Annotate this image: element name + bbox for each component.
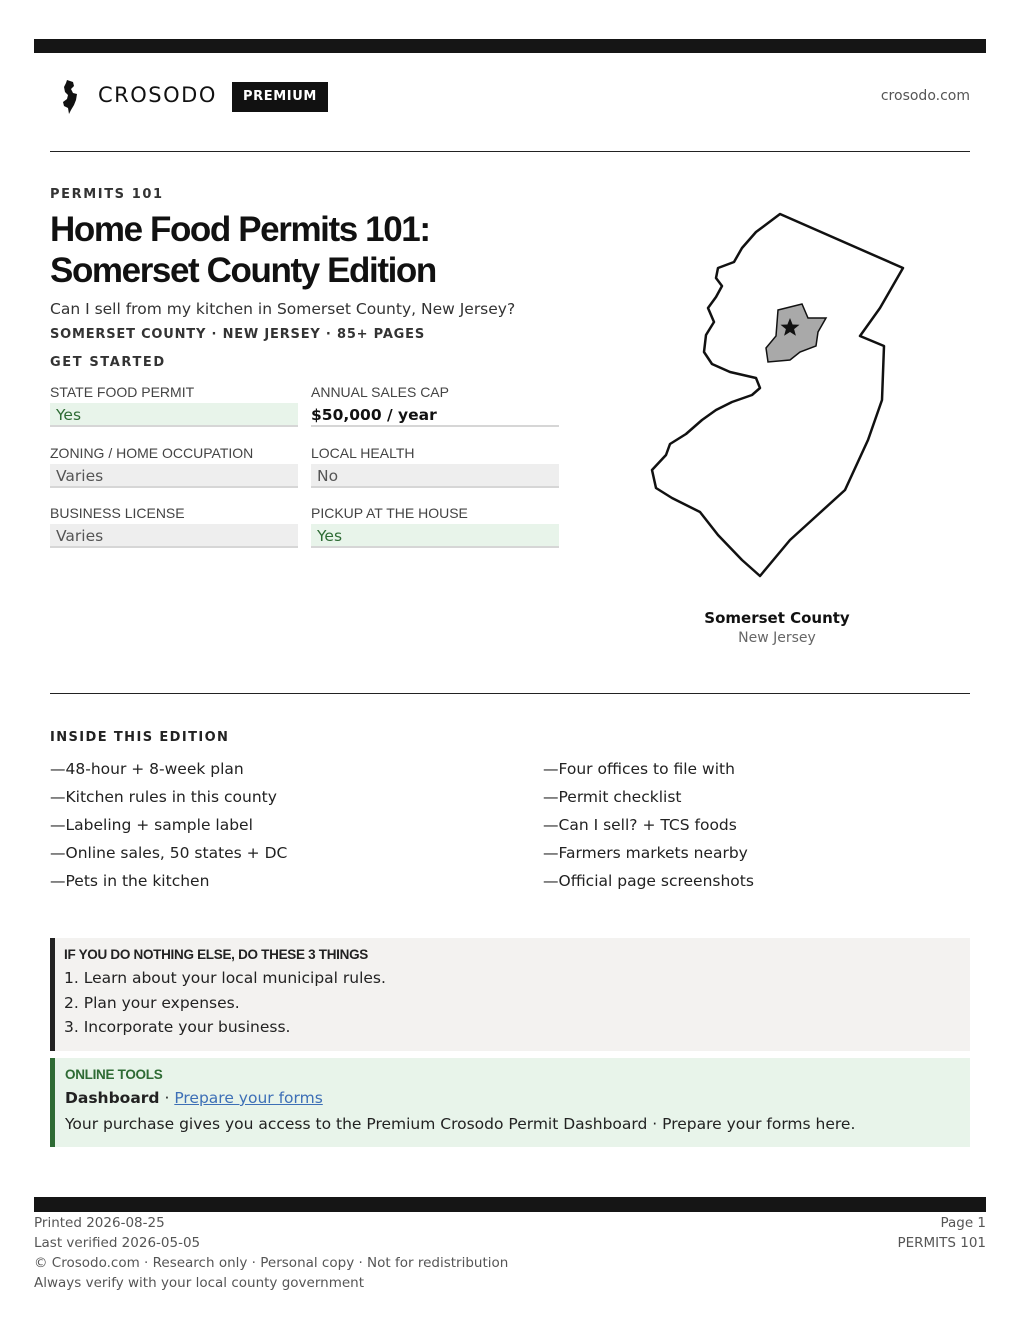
prepare-forms-link[interactable]: Prepare your forms — [174, 1089, 323, 1107]
new-jersey-silhouette-icon — [62, 80, 78, 114]
tools-link-line — [65, 1088, 970, 1114]
list-item: —Labeling + sample label — [50, 816, 253, 834]
online-tools-box — [50, 1058, 970, 1147]
permit-cell-value: $50,000 / year — [311, 403, 559, 427]
map-county-name: Somerset County — [704, 609, 850, 627]
footer-right — [897, 1213, 986, 1253]
permit-cell-value: Yes — [50, 403, 298, 427]
section-divider — [50, 693, 970, 694]
permit-cell-value: Varies — [50, 524, 298, 548]
permit-cell-label: ZONING / HOME OCCUPATION — [50, 445, 254, 461]
printed-date: Printed 2026-08-25 — [34, 1215, 165, 1231]
callout-item: 2. Plan your expenses. — [64, 993, 240, 1012]
page-title — [50, 209, 570, 291]
disclaimer: Always verify with your local county government — [34, 1275, 364, 1291]
tools-title: ONLINE TOOLS — [65, 1067, 163, 1082]
permit-cell-value: No — [311, 464, 559, 488]
copyright: © Crosodo.com · Research only · Personal copy · Not for redistribution — [34, 1255, 509, 1271]
top-bar — [34, 39, 986, 53]
dashboard-label: Dashboard — [65, 1089, 160, 1107]
permit-cell-label: LOCAL HEALTH — [311, 445, 415, 461]
inside-list-right — [543, 759, 754, 899]
priority-callout — [50, 938, 970, 1051]
permit-cell-value: Varies — [50, 464, 298, 488]
permit-cell — [311, 383, 559, 427]
list-item: —Online sales, 50 states + DC — [50, 844, 288, 862]
tools-separator: · — [159, 1089, 175, 1107]
list-item: —Permit checklist — [543, 788, 682, 806]
permit-cell-label: ANNUAL SALES CAP — [311, 384, 449, 400]
permit-cell-label: BUSINESS LICENSE — [50, 505, 185, 521]
callout-title: IF YOU DO NOTHING ELSE, DO THESE 3 THINGS — [64, 947, 368, 962]
permit-cell-value: Yes — [311, 524, 559, 548]
callout-item: 3. Incorporate your business. — [64, 1018, 291, 1036]
title-line-2: Somerset County Edition — [50, 251, 436, 290]
title-line-1: Home Food Permits 101: — [50, 210, 430, 249]
permit-cell-label: PICKUP AT THE HOUSE — [311, 505, 468, 521]
premium-badge: PREMIUM — [232, 82, 328, 112]
list-item: —Pets in the kitchen — [50, 872, 210, 890]
permit-cell — [311, 504, 559, 548]
footer-section: PERMITS 101 — [897, 1235, 986, 1251]
map-caption — [637, 609, 917, 646]
permit-cell — [311, 444, 559, 488]
bottom-bar — [34, 1197, 986, 1212]
map-state-name: New Jersey — [738, 630, 816, 646]
permit-cell — [50, 444, 298, 488]
tools-description: Your purchase gives you access to the Premium Crosodo Permit Dashboard · Prepare your forms here. — [65, 1115, 856, 1133]
list-item: —Can I sell? + TCS foods — [543, 816, 737, 834]
permit-cell — [50, 504, 298, 548]
list-item: —Farmers markets nearby — [543, 844, 748, 862]
get-started-label: GET STARTED — [50, 355, 166, 370]
list-item: —Official page screenshots — [543, 872, 754, 890]
inside-label: INSIDE THIS EDITION — [50, 730, 230, 745]
site-url[interactable]: crosodo.com — [880, 88, 970, 104]
header-divider — [50, 151, 970, 152]
list-item: —Kitchen rules in this county — [50, 788, 277, 806]
footer-left — [34, 1213, 508, 1293]
list-item: —48-hour + 8-week plan — [50, 760, 244, 778]
brand-name[interactable]: CROSODO — [98, 83, 217, 107]
inside-list-left — [50, 759, 287, 899]
header — [50, 72, 970, 122]
meta-line: SOMERSET COUNTY · NEW JERSEY · 85+ PAGES — [50, 327, 425, 342]
permit-cell-label: STATE FOOD PERMIT — [50, 384, 195, 400]
subtitle: Can I sell from my kitchen in Somerset County, New Jersey? — [50, 300, 516, 318]
state-map — [640, 205, 920, 585]
list-item: —Four offices to file with — [543, 760, 735, 778]
verified-date: Last verified 2026-05-05 — [34, 1235, 201, 1251]
state-outline — [652, 214, 903, 576]
eyebrow: PERMITS 101 — [50, 187, 164, 202]
callout-item: 1. Learn about your local municipal rules. — [64, 969, 386, 987]
page-number: Page 1 — [940, 1215, 986, 1231]
permit-cell — [50, 383, 298, 427]
